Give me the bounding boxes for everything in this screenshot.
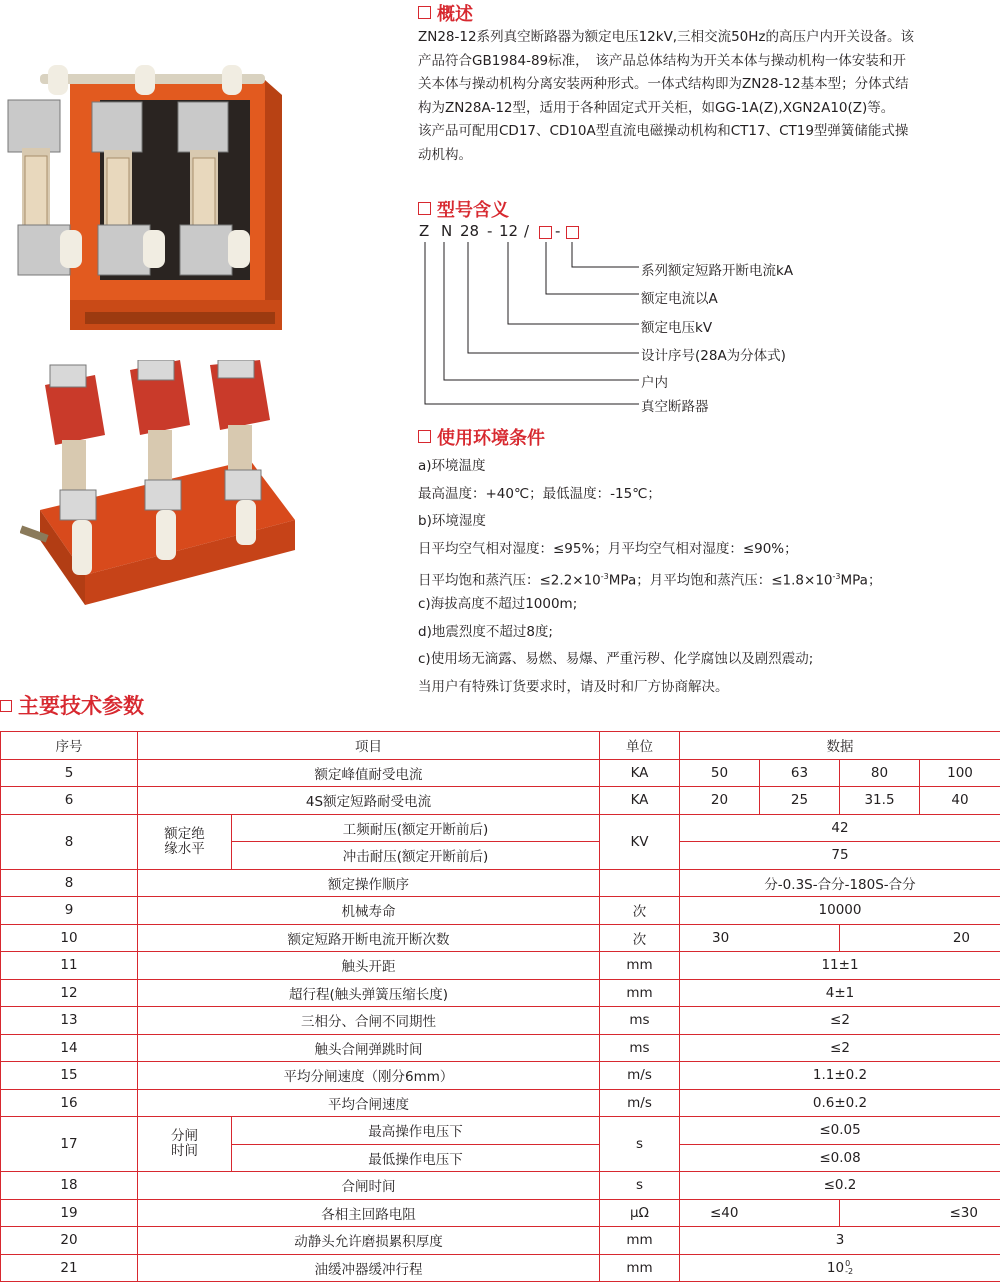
pressure-day-exp: -3 bbox=[600, 572, 609, 582]
model-label-vacuum-breaker: 真空断路器 bbox=[641, 399, 709, 415]
cell-value: 31.5 bbox=[840, 787, 920, 815]
env-line: a)环境温度 bbox=[418, 458, 486, 474]
cell-item: 三相分、合闸不同期性 bbox=[138, 1007, 600, 1035]
environment-list bbox=[418, 453, 881, 701]
table-row bbox=[1, 1254, 1000, 1282]
table-row bbox=[1, 897, 1000, 925]
env-line: 日平均空气相对湿度：≤95%；月平均空气相对湿度：≤90%； bbox=[418, 540, 798, 557]
cell-subitem: 最高操作电压下 bbox=[232, 1117, 600, 1145]
env-line: d)地震烈度不超过8度; bbox=[418, 623, 553, 640]
cell-value: 20 bbox=[840, 924, 1000, 952]
model-heading bbox=[418, 196, 509, 222]
stroke-tolerance bbox=[845, 1260, 853, 1276]
header-item: 项目 bbox=[138, 732, 600, 760]
overview-line: 产品符合GB1984-89标准， 该产品总体结构为开关本体与操动机构一体安装和开 bbox=[418, 52, 906, 69]
cell-value: 10000 bbox=[680, 897, 1000, 925]
cell-no: 13 bbox=[1, 1007, 138, 1035]
cell-value: 40 bbox=[920, 787, 1000, 815]
cell-value: ≤40 bbox=[680, 1199, 840, 1227]
tolerance-upper: 0 bbox=[845, 1258, 851, 1268]
cell-value: ≤2 bbox=[680, 1007, 1000, 1035]
product-photo-zn28-integrated bbox=[0, 60, 285, 345]
cell-value: 30 bbox=[680, 924, 840, 952]
cell-unit: 次 bbox=[600, 897, 680, 925]
overview-line: 动机构。 bbox=[418, 146, 472, 163]
cell-value: 75 bbox=[680, 842, 1000, 870]
cell-value: 1.1±0.2 bbox=[680, 1062, 1000, 1090]
environment-heading-text: 使用环境条件 bbox=[437, 428, 545, 449]
model-leader-lines bbox=[415, 240, 645, 410]
table-row bbox=[1, 869, 1000, 897]
tolerance-lower: -2 bbox=[845, 1266, 854, 1276]
cell-value: 3 bbox=[680, 1227, 1000, 1255]
cell-subitem: 冲击耐压(额定开断前后) bbox=[232, 842, 600, 870]
table-header-row bbox=[1, 732, 1000, 760]
pressure-unit: MPa； bbox=[840, 572, 882, 589]
cell-no: 19 bbox=[1, 1199, 138, 1227]
table-row bbox=[1, 1007, 1000, 1035]
cell-no: 20 bbox=[1, 1227, 138, 1255]
model-code-n: N bbox=[441, 222, 453, 240]
model-label-rated-voltage: 额定电压kV bbox=[641, 320, 713, 336]
cell-value: ≤0.05 bbox=[680, 1117, 1000, 1145]
cell-group-label: 额定绝缘水平 bbox=[164, 825, 205, 857]
model-label-design-no: 设计序号(28A为分体式) bbox=[641, 348, 786, 364]
table-row bbox=[1, 759, 1000, 787]
cell-item: 额定操作顺序 bbox=[138, 869, 600, 897]
cell-item: 额定短路开断电流开断次数 bbox=[138, 924, 600, 952]
cell-value: ≤2 bbox=[680, 1034, 1000, 1062]
model-label-breaking-current: 系列额定短路开断电流kA bbox=[641, 263, 794, 279]
table-row bbox=[1, 1089, 1000, 1117]
cell-value-tolerance bbox=[680, 1254, 1000, 1282]
cell-no: 15 bbox=[1, 1062, 138, 1090]
overview-line: 关本体与操动机构分离安装两种形式。一体式结构即为ZN28-12基本型；分体式结 bbox=[418, 76, 909, 92]
model-code-dash2: - bbox=[555, 222, 561, 240]
model-code-28: 28 bbox=[460, 222, 480, 240]
cell-value: 20 bbox=[680, 787, 760, 815]
table-row bbox=[1, 1172, 1000, 1200]
cell-unit: 次 bbox=[600, 924, 680, 952]
cell-value: 11±1 bbox=[680, 952, 1000, 980]
cell-unit: ms bbox=[600, 1034, 680, 1062]
cell-no: 14 bbox=[1, 1034, 138, 1062]
cell-no: 17 bbox=[1, 1117, 138, 1172]
cell-value: 42 bbox=[680, 814, 1000, 842]
specs-heading-text: 主要技术参数 bbox=[18, 694, 144, 718]
cell-no: 8 bbox=[1, 869, 138, 897]
cell-group bbox=[138, 814, 232, 869]
cell-no: 8 bbox=[1, 814, 138, 869]
header-no: 序号 bbox=[1, 732, 138, 760]
cell-unit bbox=[600, 869, 680, 897]
cell-unit: s bbox=[600, 1117, 680, 1172]
cell-item: 平均分闸速度（刚分6mm） bbox=[138, 1062, 600, 1090]
table-row bbox=[1, 1034, 1000, 1062]
cell-unit: m/s bbox=[600, 1062, 680, 1090]
section-bullet-icon bbox=[418, 6, 431, 19]
model-code-z: Z bbox=[419, 222, 430, 240]
model-heading-text: 型号含义 bbox=[437, 200, 509, 221]
pressure-month-label: MPa；月平均饱和蒸汽压： bbox=[608, 572, 772, 589]
env-line: 最高温度：+40℃；最低温度：-15℃； bbox=[418, 485, 661, 502]
cell-unit: μΩ bbox=[600, 1199, 680, 1227]
model-code-12: 12 bbox=[499, 222, 519, 240]
environment-heading bbox=[418, 424, 545, 450]
cell-no: 10 bbox=[1, 924, 138, 952]
cell-unit: s bbox=[600, 1172, 680, 1200]
section-bullet-icon bbox=[418, 430, 431, 443]
cell-unit: mm bbox=[600, 979, 680, 1007]
cell-value: 25 bbox=[760, 787, 840, 815]
table-row bbox=[1, 1199, 1000, 1227]
header-unit: 单位 bbox=[600, 732, 680, 760]
cell-value: 0.6±0.2 bbox=[680, 1089, 1000, 1117]
env-line: c)海拔高度不超过1000m; bbox=[418, 595, 578, 612]
overview-line: 构为ZN28A-12型，适用于各种固定式开关柜，如GG-1A(Z),XGN2A10(Z)等。 bbox=[418, 99, 895, 116]
section-bullet-icon bbox=[418, 202, 431, 215]
cell-item: 动静头允许磨损累积厚度 bbox=[138, 1227, 600, 1255]
table-row bbox=[1, 1062, 1000, 1090]
cell-no: 12 bbox=[1, 979, 138, 1007]
cell-group-label: 分闸时间 bbox=[171, 1128, 198, 1159]
specs-heading bbox=[0, 690, 144, 720]
table-row bbox=[1, 979, 1000, 1007]
table-row bbox=[1, 1117, 1000, 1145]
cell-unit: KA bbox=[600, 787, 680, 815]
pressure-day-value: ≤2.2×10 bbox=[539, 572, 601, 589]
cell-value: 100 bbox=[920, 759, 1000, 787]
cell-value: 分-0.3S-合分-180S-合分 bbox=[680, 869, 1000, 897]
stroke-value: 10 bbox=[826, 1259, 845, 1276]
cell-item: 合闸时间 bbox=[138, 1172, 600, 1200]
pressure-month-exp: -3 bbox=[832, 572, 841, 582]
cell-unit: m/s bbox=[600, 1089, 680, 1117]
product-photo-zn28a-separate bbox=[20, 360, 295, 615]
cell-value: ≤0.08 bbox=[680, 1144, 1000, 1172]
cell-no: 16 bbox=[1, 1089, 138, 1117]
cell-no: 21 bbox=[1, 1254, 138, 1282]
env-line: 当用户有特殊订货要求时，请及时和厂方协商解决。 bbox=[418, 678, 729, 695]
cell-subitem: 工频耐压(额定开断前后) bbox=[232, 814, 600, 842]
table-row bbox=[1, 787, 1000, 815]
cell-no: 18 bbox=[1, 1172, 138, 1200]
table-row bbox=[1, 924, 1000, 952]
cell-unit: mm bbox=[600, 1254, 680, 1282]
cell-no: 5 bbox=[1, 759, 138, 787]
pressure-month-value: ≤1.8×10 bbox=[771, 572, 833, 589]
cell-item: 触头合闸弹跳时间 bbox=[138, 1034, 600, 1062]
pressure-day-label: 日平均饱和蒸汽压： bbox=[418, 572, 540, 589]
cell-item: 平均合闸速度 bbox=[138, 1089, 600, 1117]
cell-unit: KA bbox=[600, 759, 680, 787]
model-label-rated-current: 额定电流以A bbox=[641, 291, 718, 307]
overview-heading bbox=[418, 0, 473, 26]
cell-value: 4±1 bbox=[680, 979, 1000, 1007]
cell-item: 触头开距 bbox=[138, 952, 600, 980]
cell-item: 机械寿命 bbox=[138, 897, 600, 925]
cell-no: 11 bbox=[1, 952, 138, 980]
overview-paragraph bbox=[418, 26, 990, 167]
env-line: b)环境湿度 bbox=[418, 513, 486, 530]
cell-group bbox=[138, 1117, 232, 1172]
cell-unit: mm bbox=[600, 1227, 680, 1255]
env-line-pressure bbox=[418, 563, 881, 591]
cell-no: 6 bbox=[1, 787, 138, 815]
cell-unit: ms bbox=[600, 1007, 680, 1035]
cell-value: ≤30 bbox=[840, 1199, 1000, 1227]
cell-unit: KV bbox=[600, 814, 680, 869]
overview-heading-text: 概述 bbox=[437, 4, 473, 25]
model-code-slash: / bbox=[524, 222, 530, 240]
cell-item: 各相主回路电阻 bbox=[138, 1199, 600, 1227]
cell-value: 63 bbox=[760, 759, 840, 787]
cell-item: 4S额定短路耐受电流 bbox=[138, 787, 600, 815]
cell-item: 超行程(触头弹簧压缩长度) bbox=[138, 979, 600, 1007]
model-code-current-box bbox=[539, 226, 552, 239]
overview-line: 该产品可配用CD17、CD10A型直流电磁操动机构和CT17、CT19型弹簧储能式操 bbox=[418, 123, 909, 139]
cell-subitem: 最低操作电压下 bbox=[232, 1144, 600, 1172]
table-row bbox=[1, 1227, 1000, 1255]
section-bullet-icon bbox=[0, 700, 12, 712]
table-row bbox=[1, 814, 1000, 842]
header-data: 数据 bbox=[680, 732, 1000, 760]
env-line: c)使用场无滴露、易燃、易爆、严重污秽、化学腐蚀以及剧烈震动; bbox=[418, 651, 814, 668]
cell-item: 油缓冲器缓冲行程 bbox=[138, 1254, 600, 1282]
model-code-breaking-box bbox=[566, 226, 579, 239]
cell-item: 额定峰值耐受电流 bbox=[138, 759, 600, 787]
cell-value: ≤0.2 bbox=[680, 1172, 1000, 1200]
model-code-dash: - bbox=[487, 222, 493, 240]
model-label-indoor: 户内 bbox=[641, 375, 668, 391]
overview-line: ZN28-12系列真空断路器为额定电压12kV,三相交流50Hz的高压户内开关设备。该 bbox=[418, 29, 915, 45]
cell-unit: mm bbox=[600, 952, 680, 980]
cell-value: 80 bbox=[840, 759, 920, 787]
cell-value: 50 bbox=[680, 759, 760, 787]
cell-no: 9 bbox=[1, 897, 138, 925]
table-row bbox=[1, 952, 1000, 980]
spec-table bbox=[0, 731, 1000, 1282]
